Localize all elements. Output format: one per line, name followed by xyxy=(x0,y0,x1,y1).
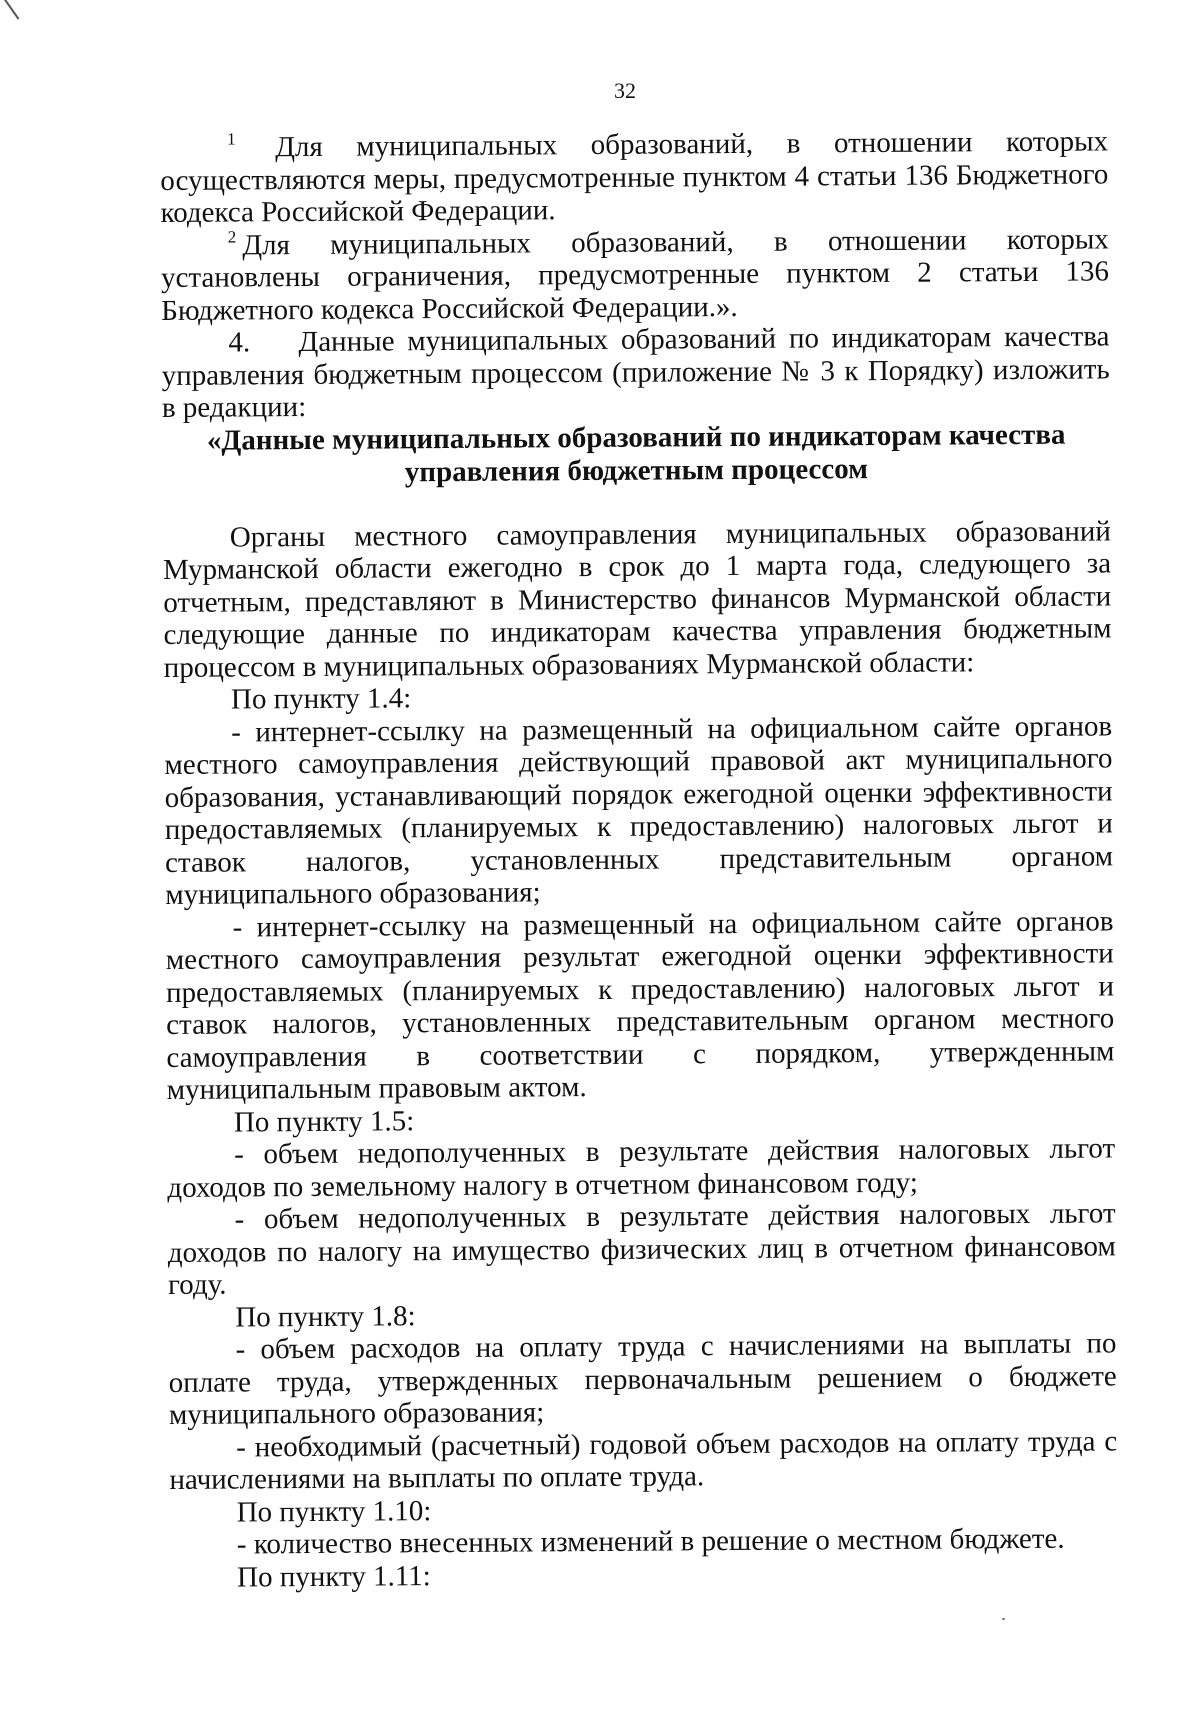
page-number: 32 xyxy=(614,78,636,103)
footnote-1-rest: осуществляются меры, предусмотренные пунктом 4 статьи 136 Бюджетного кодекса Российской Федерации. xyxy=(160,157,1109,229)
footnote-1-first-text: Для муниципальных образований, в отношении которых xyxy=(275,125,1109,164)
item-4-paragraph xyxy=(161,320,1110,424)
scan-speck xyxy=(1002,1618,1005,1620)
item-4-text: Данные муниципальных образований по индикаторам качества управления бюджетным процессом (приложение № 3 к Порядку) изложить в редакции: xyxy=(161,320,1110,424)
list-item: - интернет-ссылку на размещенный на официальном сайте органов местного самоуправления действующий правовой акт муниципального образования, устанавливающий порядок ежегодной оценки эффективности предоставляемых (планируемых к предоставлению) налоговых льгот и ставок налогов, установленных представительным органом муниципального образования; xyxy=(164,709,1114,911)
footnote-2 xyxy=(161,223,1110,327)
section-heading-1-8: По пункту 1.8: xyxy=(235,1299,416,1334)
section-title-line-1: «Данные муниципальных образований по индикаторам качества xyxy=(206,418,1066,457)
list-item: - объем расходов на оплату труда с начислениями на выплаты по оплате труда, утвержденных первоначальным решением о бюджете муниципального образования; xyxy=(168,1327,1117,1431)
list-item: - объем недополученных в результате действия налоговых льгот доходов по земельному налогу в отчетном финансовом году; xyxy=(167,1132,1116,1204)
list-item: - необходимый (расчетный) годовой объем расходов на оплату труда с начислениями на выплаты по оплате труда. xyxy=(169,1424,1118,1496)
footnote-2-text: Для муниципальных образований, в отношении которых установлены ограничения, предусмотренные пунктом 2 статьи 136 Бюджетного кодекса Российской Федерации.». xyxy=(160,222,1110,327)
item-4-number: 4. xyxy=(228,326,251,359)
footnote-2-marker: 2 xyxy=(227,226,237,247)
list-item: - интернет-ссылку на размещенный на официальном сайте органов местного самоуправления результат ежегодной оценки эффективности предоставляемых (планируемых к предоставлению) налоговых льгот и ставок налогов, установленных представительным органом местного самоуправления в соответствии с порядком, утвержденным муниципальным правовым актом. xyxy=(165,904,1115,1106)
document-body xyxy=(160,125,1118,1594)
section-heading-1-10: По пункту 1.10: xyxy=(236,1494,432,1528)
section-heading-1-5: По пункту 1.5: xyxy=(233,1104,415,1139)
scan-edge-mark xyxy=(4,0,33,20)
section-heading-1-4: По пункту 1.4: xyxy=(230,682,412,716)
intro-paragraph: Органы местного самоуправления муниципальных образований Мурманской области ежегодно в срок до 1 марта года, следующего за отчетным, представляют в Министерство финансов Мурманской области следующие данные по индикаторам качества управления бюджетным процессом в муниципальных образованиях Мурманской области: xyxy=(162,514,1112,684)
list-item: - объем недополученных в результате действия налоговых льгот доходов по налогу на имущество физических лиц в отчетном финансовом году. xyxy=(167,1197,1116,1301)
section-title-line-2: управления бюджетным процессом xyxy=(404,452,869,488)
footnote-1-marker: 1 xyxy=(226,129,236,149)
section-heading-1-11: По пункту 1.11: xyxy=(236,1559,431,1593)
list-item: - количество внесенных изменений в решение о местном бюджете. xyxy=(236,1522,1065,1561)
